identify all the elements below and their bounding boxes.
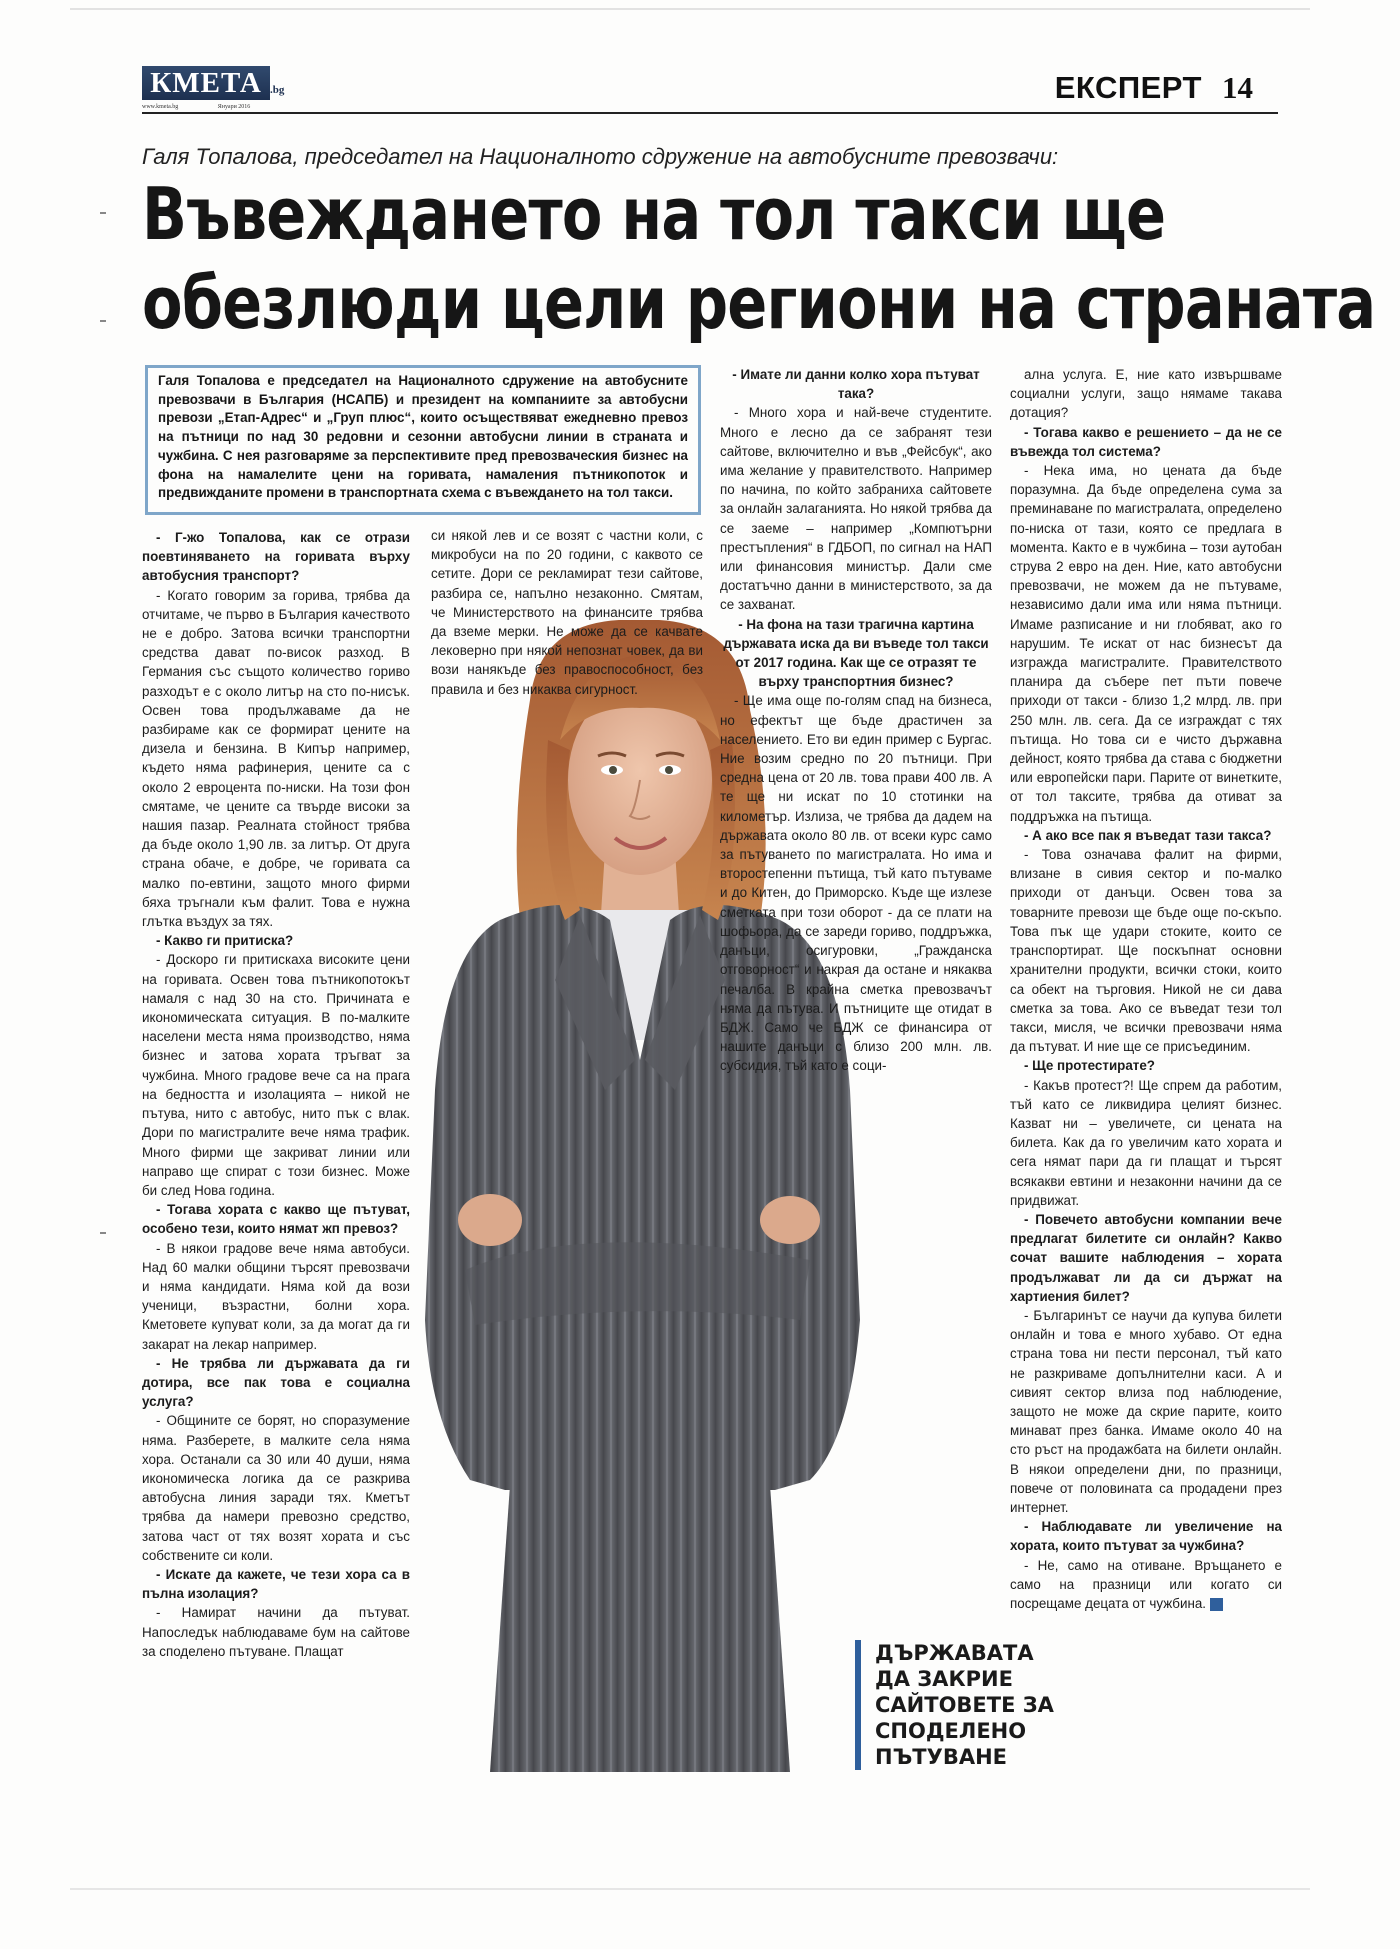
answer-paragraph: - Доскоро ги притискаха високите цени на горивата. Освен това пътникопотокът намаля с над 30 на сто. Причината е икономическата ситуация. В по-малките населени места няма производство, няма бизнес и затова хората тръгват за чужбина. Много градове вече са на прага на бедността и изолацията – никой не пътува, нито с автобус, нито пък с влак. Дори по магистралите вече няма трафик. Много фирми ще закриват линии или направо ще спират с този бизнес. Може би след Нова година. bbox=[142, 952, 410, 1198]
header-rule bbox=[142, 112, 1278, 114]
answer-paragraph: - Намират начини да пътуват. Напоследък наблюдаваме бум на сайтове за споделено пътуване. Плащат bbox=[142, 1605, 410, 1659]
scan-mark bbox=[100, 1232, 106, 1234]
logo-subline bbox=[142, 104, 302, 110]
question-paragraph: - А ако все пак я въведат тази такса? bbox=[1024, 827, 1272, 843]
article-kicker: Галя Топалова, председател на Националното сдружение на автобусните превозвачи: bbox=[142, 144, 1059, 169]
question-paragraph: - На фона на тази трагична картина държавата иска да ви въведе тол такси от 2017 година. Как ще се отразят те върху транспортния бизнес? bbox=[723, 616, 989, 690]
question-paragraph: - Искате да кажете, че тези хора са в пълна изолация? bbox=[142, 1566, 410, 1602]
scan-mark bbox=[100, 212, 106, 214]
kmeta-logo bbox=[142, 66, 285, 104]
headline-line-2: обезлюди цели региони на страната bbox=[142, 261, 1376, 345]
scan-edge-top bbox=[70, 8, 1310, 10]
answer-paragraph: ална услуга. Е, ние като извършваме социални услуги, защо нямаме такава дотация? bbox=[1010, 367, 1282, 421]
logo-wordmark: КМЕТА bbox=[142, 66, 270, 100]
answer-paragraph: - Ще има още по-голям спад на бизнеса, но ефектът ще бъде драстичен за населението. Ето ви един пример с Бургас. Ние возим средно по 20 пътници. При средна цена от 20 лв. това прави 400 лв. А те ще ни искат по 10 стотинки на километър. Излиза, че трябва да дадем на държавата около 80 лв. от всеки курс само за пътуването по магистралата. Но има и второстепенни пътища, тъй като пътуваме и до Китен, до Приморско. Къде ще излезе сметката при този оборот - да се плати на шофьора, да се зареди гориво, поддръжка, данъци, осигуровки, „Гражданска отговорност“ и накрая да остане и някаква печалба. В крайна сметка превозвачът няма да пътува. И пътниците ще отидат в БДЖ. Само че БДЖ се финансира от нашите данъци с близо 200 млн. лв. субсидия, тъй като е соци- bbox=[720, 693, 992, 1074]
issue-date: Януари 2016 bbox=[217, 104, 251, 110]
question-paragraph: - Г-жо Топалова, как се отрази поевтиняването на горивата върху автобусния транспорт? bbox=[142, 530, 410, 584]
question-paragraph: - Тогава какво е решението – да не се въвежда тол система? bbox=[1010, 424, 1282, 459]
article-column-1 bbox=[142, 528, 410, 1661]
answer-paragraph: - Не, само на отиване. Връщането е само на празници или когато си посрещаме децата от чужбина. К bbox=[1010, 1557, 1282, 1611]
answer-paragraph: - Какъв протест?! Ще спрем да работим, тъй като се ликвидира целият бизнес. Казват ни – увеличете, си цената на билета. Как да го увеличим като хората и сега нямат пари да ги плащат и търсят всякакви евтини и незаконни начини да се придвижат. bbox=[1010, 1077, 1282, 1208]
answer-paragraph: - Българинът се научи да купува билети онлайн и това е много хубаво. От една страна това ни пести персонал, тъй като не разкриваме допълнителни каси. А и сивият сектор влиза под наблюдение, защото не може да скрие парите, които минават през банка. Имаме около 40 на сто ръст на продажбата на билети онлайн. В някои определени дни, по празници, повече от половината са продадени през интернет. bbox=[1010, 1307, 1282, 1515]
answer-paragraph: - Общините се борят, но споразумение няма. Разберете, в малките села няма хора. Останали са 30 или 40 души, няма икономическа логика да се разкрива автобусна линия заради тях. Кметът трябва да намери превозно средство, затова част от тях возят хората и със собствените си коли. bbox=[142, 1413, 410, 1563]
question-paragraph: - Какво ги притиска? bbox=[156, 933, 294, 949]
question-paragraph: - Тогава хората с какво ще пътуват, особено тези, които нямат жп превоз? bbox=[142, 1202, 410, 1237]
end-mark-icon: К bbox=[1210, 1598, 1223, 1611]
article-column-4 bbox=[1010, 365, 1282, 1613]
scan-mark bbox=[100, 320, 106, 322]
headline-line-1: Въвеждането на тол такси ще bbox=[142, 172, 1166, 256]
question-paragraph: - Наблюдавате ли увеличение на хората, които пътуват за чужбина? bbox=[1010, 1519, 1282, 1554]
question-paragraph: - Имате ли данни колко хора пътуват така? bbox=[732, 367, 980, 402]
answer-paragraph: - Когато говорим за горива, трябва да отчитаме, че първо в България качеството не е добро. Затова всички транспортни средства дават по-висок разход. В Германия със същото количество гориво разходът е с около литър на сто по-нисък. Освен това продължаваме да не разбираме как се формират цените на дизела и бензина. В Кипър например, където няма рафинерия, цените са с около 2 евроцента по-ниски. На този фон смятаме, че цените са твърде високи за нашия пазар. Реалната стойност трябва да бъде около 1,90 лв. за литър. От друга страна обаче, е добре, че горивата са малко по-евтини, защото много фирми бяха тръгнали към фалит. Това е нужна глътка въздух за тях. bbox=[142, 587, 410, 930]
scan-edge-bottom bbox=[70, 1888, 1310, 1890]
page-number: 14 bbox=[1222, 70, 1253, 105]
article-headline bbox=[142, 170, 1376, 348]
intro-box: Галя Топалова е председател на Националното сдружение на автобусните превозвачи в България (НСАПБ) и президент на компаниите за автобусни превози „Етап-Адрес“ и „Груп плюс“, които осъществяват ежедневно превоз на пътници по над 30 редовни и сезонни автобусни линии в страната и чужбина. С нея разговаряме за перспективите пред превозваческия бизнес на фона на намалелите цени на горивата, намаления пътникопоток и предвижданите промени в транспортната схема с въвеждането на тол такси. bbox=[145, 365, 701, 515]
article-column-2 bbox=[431, 526, 703, 699]
logo-tld: .bg bbox=[270, 84, 285, 96]
question-paragraph: - Не трябва ли държавата да ги дотира, все пак това е социална услуга? bbox=[142, 1355, 410, 1410]
logo-site: www.kmeta.bg bbox=[142, 104, 179, 110]
answer-paragraph: - Много хора и най-вече студентите. Много е лесно да се забранят тези сайтове, включително и във „Фейсбук“, ако има желание у правителството. Например по начина, по който забраниха сайтовете за онлайн залаганията. Но някой трябва да се заеме – например „Компютърни престъпления“ в ГДБОП, по сигнал на НАП или финансовия министър. Дали сме достатъчно данни в министерството, за да се захванат. bbox=[720, 405, 992, 613]
article-column-3 bbox=[720, 365, 992, 1076]
question-paragraph: - Повечето автобусни компании вече предлагат билетите си онлайн? Какво сочат вашите наблюдения – хората продължават ли да си държат на хартиения билет? bbox=[1010, 1211, 1282, 1304]
pull-quote: ДЪРЖАВАТА ДА ЗАКРИЕ САЙТОВЕТЕ ЗА СПОДЕЛЕНО ПЪТУВАНЕ bbox=[855, 1640, 1065, 1770]
question-paragraph: - Ще протестирате? bbox=[1024, 1058, 1155, 1074]
answer-paragraph: - Нека има, но цената да бъде поразумна. Да бъде определена сума за преминаване по магистралата, определено по-ниска от тази, която се предлага в момента. Както е в чужбина – този аутобан струва 2 евро на ден. Ние, като автобусни превозвачи, не можем да не пътуваме, независимо дали има или няма пътници. Имаме разписание и ни глобяват, ако го нарушим. Те искат от нас бизнесът да изгражда магистралите. Правителството планира да събере пет пъти повече приходи от такси - близо 1,2 млрд. лв. при 250 млн. лв. сега. Да се изграждат с тях пътища. Но това си е чисто държавна дейност, която трябва да става с бюджетни или европейски пари. Парите от винетките, от тол таксите, трябва да отиват за поддръжка на пътища. bbox=[1010, 463, 1282, 824]
section-label: ЕКСПЕРТ bbox=[1054, 70, 1202, 105]
answer-paragraph: - В някои градове вече няма автобуси. Над 60 малки общини търсят превозвачи и няма кандидати. Няма кой да вози ученици, възрастни, болни хора. Кметовете купуват коли, за да могат да ги закарат на лекар например. bbox=[142, 1240, 410, 1352]
column-2-paragraph: си някой лев и се возят с частни коли, с микробуси на по 20 години, с каквото се сетите. Дори се рекламират тези сайтове, разбира се, напълно незаконно. Смятам, че Министерството на финансите трябва да вземе мерки. Не може да се качвате лековерно при някой непознат човек, да ви вози нанякъде без правоспособност, без правила и без никаква сигурност. bbox=[431, 528, 703, 697]
section-header bbox=[1055, 68, 1253, 108]
answer-paragraph: - Това означава фалит на фирми, влизане в сивия сектор и по-малко приходи от данъци. Освен това за товарните превози ще бъде още по-скъпо. Това пък ще удари стоките, които се транспортират. Ще поскъпнат основни хранителни продукти, всички стоки, които са обект на търговия. Никой не си дава сметка за това. Ако се въведат тези тол такси, мисля, че всички превозвачи няма да пътуват. И ние ще се присъединим. bbox=[1010, 847, 1282, 1055]
